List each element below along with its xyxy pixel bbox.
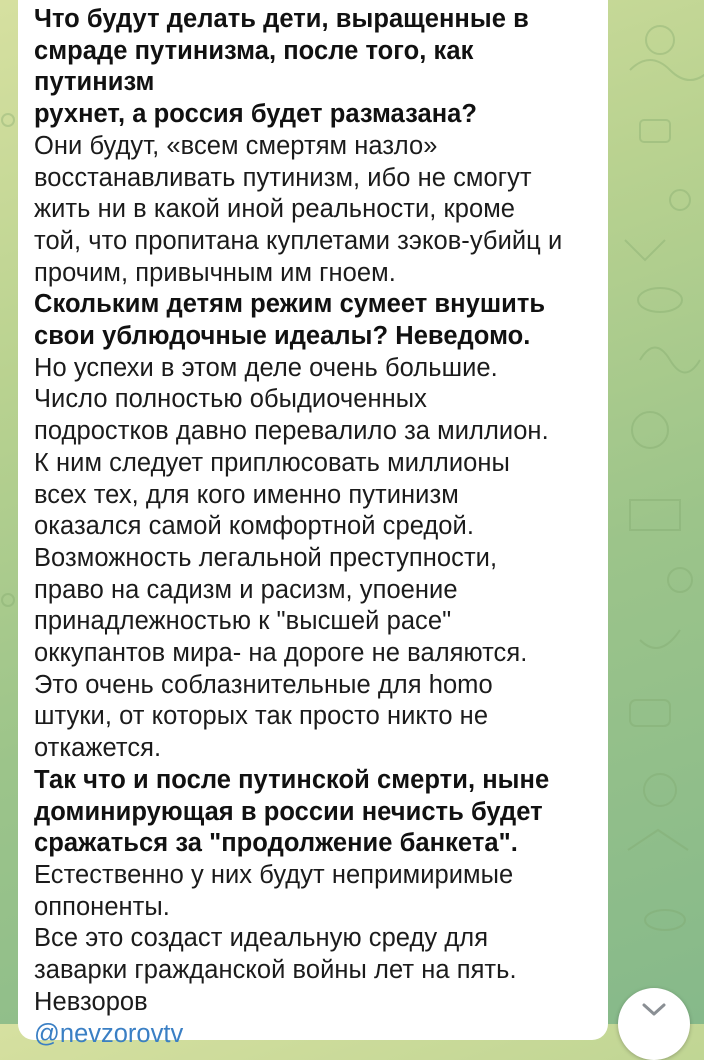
message-paragraph-3: Скольким детям режим сумеет внушить свои ублюдочные идеалы? Неведомо. [34, 290, 546, 351]
message-paragraph-4: Но успехи в этом деле очень большие. Число полностью обыдиоченных подростков давно перевалило за миллион. К ним следует приплюсовать миллионы всех тех, для кого именно путинизм оказался самой комфортной средой. Возможность легальной преступности, право на садизм и расизм, упоение принадлежностью к "высшей расе" оккупантов мира- на дороге не валяются. Это очень соблазнительные для homo штуки, от которых так просто никто не откажется. [34, 353, 549, 763]
scroll-down-button[interactable] [618, 988, 690, 1060]
message-paragraph-2: Они будут, «всем смертям назло» восстанавливать путинизм, ибо не смогут жить ни в какой иной реальности, кроме той, что пропитана куплетами зэков-убийц и прочим, привычным им гноем. [34, 131, 563, 287]
message-bubble [18, 0, 608, 1048]
channel-link[interactable]: @nevzorovtv [34, 1019, 184, 1048]
message-paragraph-1: Что будут делать дети, выращенные в смраде путинизма, после того, как путинизм рухнет, а россия будет размазана? [34, 5, 529, 129]
chevron-down-icon [641, 1002, 667, 1018]
message-paragraph-5: Так что и после путинской смерти, ныне доминирующая в россии нечисть будет сражаться за "продолжение банкета". [34, 765, 550, 858]
message-paragraph-6: Естественно у них будут непримиримые оппоненты. Все это создаст идеальную среду для заварки гражданской войны лет на пять. Невзоров [34, 860, 517, 1016]
